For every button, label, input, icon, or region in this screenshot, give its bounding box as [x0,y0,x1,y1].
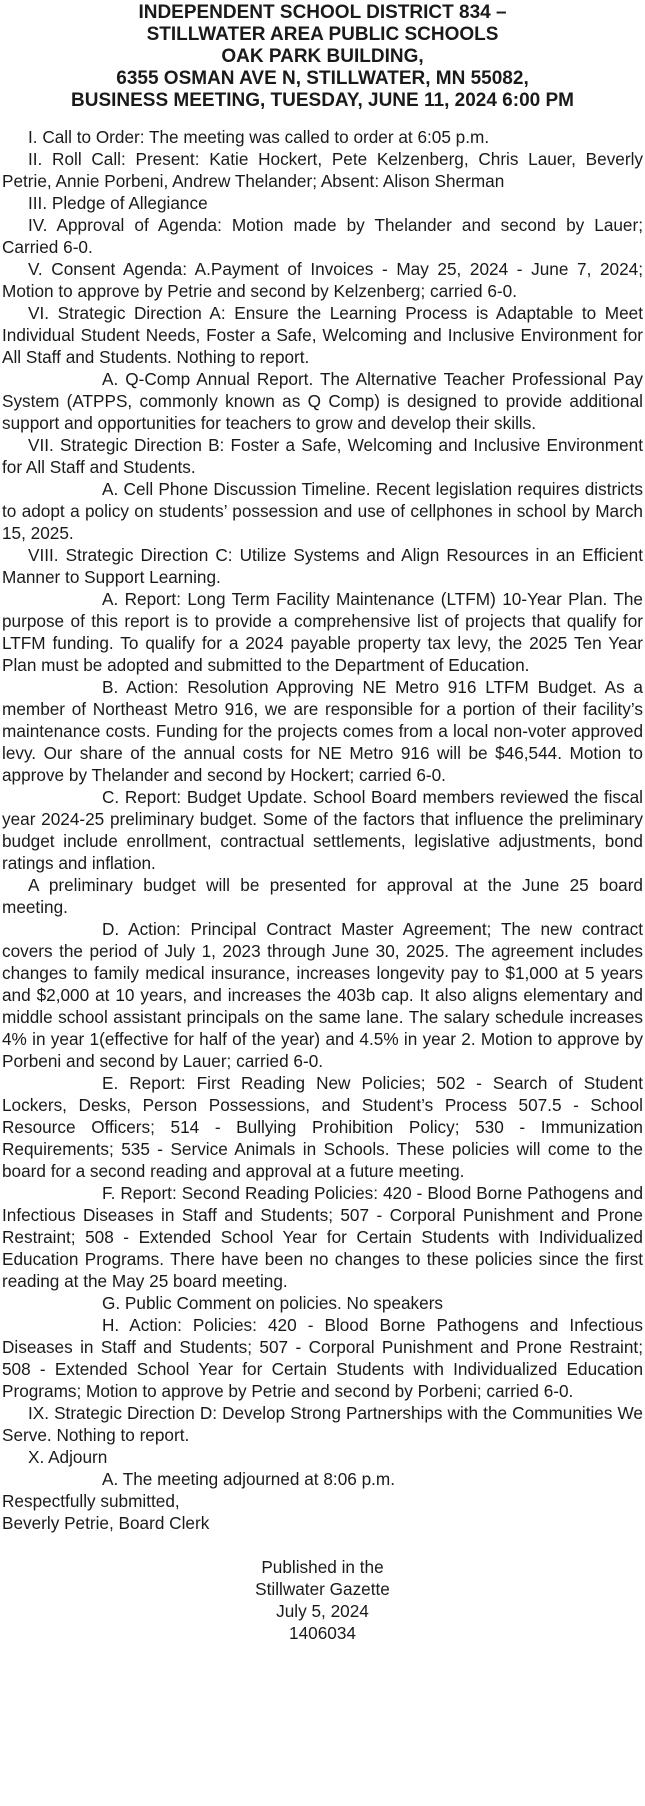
first-reading-policies: E. Report: First Reading New Policies; 502 - Search of Student Lockers, Desks, Person Possessions, and Student’s Process 507.5 - School Resource Officers; 514 - Bullying Prohibition Policy; 530 - Immunization Requirements; 535 - Service Animals in Schools. These policies will come to the board for a second reading and approval at a future meeting. [2,1073,643,1181]
header-address: 6355 OSMAN AVE N, STILLWATER, MN 55082, [116,68,529,89]
preliminary-budget: A preliminary budget will be presented for approval at the June 25 board meeting. [2,875,643,917]
agenda-approval: IV. Approval of Agenda: Motion made by Thelander and second by Lauer; Carried 6-0. [2,215,643,257]
signatory: Beverly Petrie, Board Clerk [2,1513,210,1533]
call-to-order: I. Call to Order: The meeting was called to order at 6:05 p.m. [28,127,490,147]
adjourn: X. Adjourn [28,1447,108,1467]
policies-action: H. Action: Policies: 420 - Blood Borne Pathogens and Infectious Diseases in Staff and Students; 507 - Corporal Punishment and Prone Restraint; 508 - Extended School Year for Certain Students with Individualized Education Programs; Motion to approve by Petrie and second by Porbeni; carried 6-0. [2,1315,643,1401]
public-comment: G. Public Comment on policies. No speakers [102,1293,444,1313]
header-district: INDEPENDENT SCHOOL DISTRICT 834 – [138,2,507,23]
ltfm-report: A. Report: Long Term Facility Maintenance (LTFM) 10-Year Plan. The purpose of this report is to provide a comprehensive list of projects that qualify for LTFM funding. To qualify for a 2024 payable property tax levy, the 2025 Ten Year Plan must be adopted and submitted to the Department of Education. [2,589,643,675]
header-building: OAK PARK BUILDING, [221,46,424,67]
consent-agenda: V. Consent Agenda: A.Payment of Invoices - May 25, 2024 - June 7, 2024; Motion to approve by Petrie and second by Kelzenberg; carried 6-0. [2,259,643,301]
roll-call: II. Roll Call: Present: Katie Hockert, Pete Kelzenberg, Chris Lauer, Beverly Petrie, Annie Porbeni, Andrew Thelander; Absent: Alison Sherman [2,149,643,191]
publication-name: Stillwater Gazette [255,1579,390,1599]
publication-date: July 5, 2024 [276,1601,369,1621]
strategic-direction-b: VII. Strategic Direction B: Foster a Safe, Welcoming and Inclusive Environment for All Staff and Students. [2,435,643,477]
adjourn-time: A. The meeting adjourned at 8:06 p.m. [102,1469,396,1489]
publication-footer [2,1556,643,1644]
notice-header [2,2,643,112]
qcomp-report: A. Q-Comp Annual Report. The Alternative Teacher Professional Pay System (ATPPS, commonly known as Q Comp) is designed to provide additional support and opportunities for teachers to grow and develop their skills. [2,369,643,433]
budget-update: C. Report: Budget Update. School Board members reviewed the fiscal year 2024-25 preliminary budget. Some of the factors that influence the preliminary budget include enrollment, contractual settlements, legislative adjustments, bond ratings and inflation. [2,787,643,873]
strategic-direction-d: IX. Strategic Direction D: Develop Strong Partnerships with the Communities We Serve. Nothing to report. [2,1403,643,1445]
minutes-body [2,126,643,1534]
published-in: Published in the [261,1557,384,1577]
publication-id: 1406034 [289,1623,356,1643]
ne-metro-budget: B. Action: Resolution Approving NE Metro 916 LTFM Budget. As a member of Northeast Metro 916, we are responsible for a portion of their facility’s maintenance costs. Funding for the projects comes from a local non-voter approved levy. Our share of the annual costs for NE Metro 916 will be $46,544. Motion to approve by Thelander and second by Hockert; carried 6-0. [2,677,643,785]
header-meeting: BUSINESS MEETING, TUESDAY, JUNE 11, 2024 6:00 PM [71,90,574,111]
header-schools: STILLWATER AREA PUBLIC SCHOOLS [146,24,499,45]
cell-phone-timeline: A. Cell Phone Discussion Timeline. Recent legislation requires districts to adopt a policy on students’ possession and use of cellphones in school by March 15, 2025. [2,479,643,543]
second-reading-policies: F. Report: Second Reading Policies: 420 - Blood Borne Pathogens and Infectious Diseases in Staff and Students; 507 - Corporal Punishment and Prone Restraint; 508 - Extended School Year for Certain Students with Individualized Education Programs. There have been no changes to these policies since the first reading at the May 25 board meeting. [2,1183,643,1291]
sign-off: Respectfully submitted, [2,1491,180,1511]
principal-contract: D. Action: Principal Contract Master Agreement; The new contract covers the period of July 1, 2023 through June 30, 2025. The agreement includes changes to family medical insurance, increases longevity pay to $1,000 at 5 years and $2,000 at 10 years, and increases the 403b cap. It also aligns elementary and middle school assistant principals on the same lane. The salary schedule increases 4% in year 1(effective for half of the year) and 4.5% in year 2. Motion to approve by Porbeni and second by Lauer; carried 6-0. [2,919,643,1071]
pledge: III. Pledge of Allegiance [28,193,208,213]
strategic-direction-a: VI. Strategic Direction A: Ensure the Learning Process is Adaptable to Meet Individual Student Needs, Foster a Safe, Welcoming and Inclusive Environment for All Staff and Students. Nothing to report. [2,303,643,367]
strategic-direction-c: VIII. Strategic Direction C: Utilize Systems and Align Resources in an Efficient Manner to Support Learning. [2,545,643,587]
